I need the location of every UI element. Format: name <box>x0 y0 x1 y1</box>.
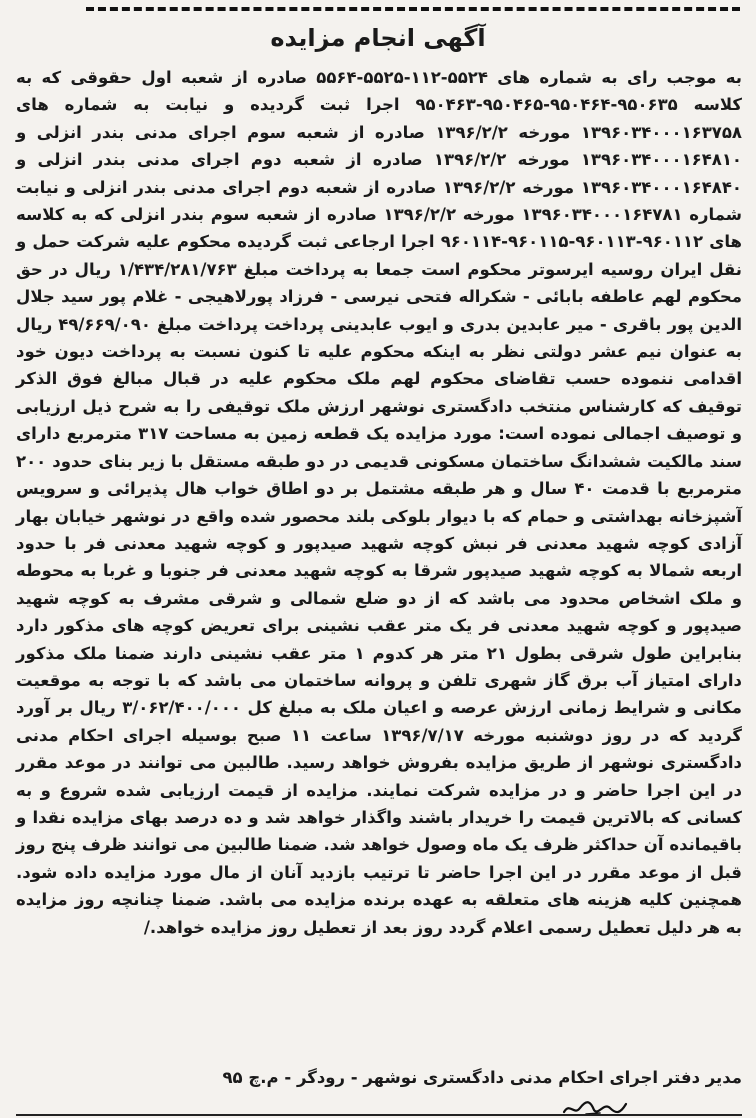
notice-footer: مدیر دفتر اجرای احکام مدنی دادگستری نوشهر - رودگر - م.چ ۹۵ <box>222 1068 742 1087</box>
notice-title: آگهی انجام مزایده <box>270 24 486 52</box>
bottom-rule <box>16 1114 742 1116</box>
top-dashed-border <box>86 7 740 11</box>
notice-body: به موجب رای به شماره های ۵۵۲۴-۱۱۲-۵۵۲۵-۵۵۶۴ صادره از شعبه اول حقوقی که به کلاسه ۹۵۰۶۳۵-۹۵۰۴۶۴-۹۵۰۴۶۵-۹۵۰۴۶۳ اجرا ثبت گردیده و نیابت به شماره های ۱۳۹۶۰۳۴۰۰۰۱۶۳۷۵۸ مورخه ۱۳۹۶/۲/۲ صادره از شعبه سوم اجرای مدنی بندر انزلی و ۱۳۹۶۰۳۴۰۰۰۱۶۴۸۱۰ مورخه ۱۳۹۶/۲/۲ صادره از شعبه دوم اجرای مدنی بندر انزلی و ۱۳۹۶۰۳۴۰۰۰۱۶۴۸۴۰ مورخه ۱۳۹۶/۲/۲ صادره از شعبه دوم اجرای مدنی بندر انزلی و نیابت شماره ۱۳۹۶۰۳۴۰۰۰۱۶۴۷۸۱ مورخه ۱۳۹۶/۲/۲ صادره از شعبه سوم بندر انزلی که به کلاسه های ۹۶۰۱۱۲-۹۶۰۱۱۳-۹۶۰۱۱۵-۹۶۰۱۱۴ اجرا ارجاعی ثبت گردیده محکوم علیه شرکت حمل و نقل ایران روسیه ایرسوتر محکوم است جمعا به پرداخت مبلغ ۱/۴۳۴/۲۸۱/۷۶۳ ریال در حق محکوم لهم عاطفه بابائی - شکراله فتحی نیرسی - فرزاد پورلاهیجی - غلام پور سید جلال الدین پور باقری - میر عابدین بدری و ایوب عابدینی پرداخت پرداخت مبلغ ۴۹/۶۶۹/۰۹۰ ریال به عنوان نیم عشر دولتی نظر به اینکه محکوم علیه تا کنون نسبت به پرداخت دیون خود اقدامی ننموده حسب تقاضای محکوم لهم ملک محکوم علیه در قبال مبالغ فوق الذکر توقیف که کارشناس منتخب دادگستری نوشهر ارزش ملک توقیفی را به شرح ذیل ارزیابی و توصیف اجمالی نموده است: مورد مزایده یک قطعه زمین به مساحت ۳۱۷ مترمربع دارای سند مالکیت ششدانگ ساختمان مسکونی قدیمی در دو طبقه مستقل با زیر بنای حدود ۲۰۰ مترمربع با قدمت ۴۰ سال و هر طبقه مشتمل بر دو اطاق خواب هال پذیرائی و سرویس آشپزخانه بهداشتی و حمام که با دیوار بلوکی بلند محصور شده واقع در نوشهر خیابان بهار آزادی کوچه شهید معدنی فر نبش کوچه شهید صیدپور و کوچه شهید معدنی فر با حدود اربعه شمالا به کوچه شهید صیدپور شرقا به کوچه شهید معدنی فر جنوبا و غربا به محوطه و ملک اشخاص محدود می باشد که از دو ضلع شمالی و شرقی مشرف به کوچه شهید صیدپور و کوچه شهید معدنی فر یک متر عقب نشینی برای تعریض کوچه های مذکور دارد بنابراین طول شرقی بطول ۲۱ متر هر کدوم ۱ متر عقب نشینی دارند ضمنا ملک مذکور دارای امتیاز آب برق گاز شهری تلفن و پروانه ساختمان می باشد که با توجه به موقعیت مکانی و شرایط زمانی ارزش عرصه و اعیان ملک به مبلغ کل ۳/۰۶۲/۴۰۰/۰۰۰ ریال بر آورد گردید که در روز دوشنبه مورخه ۱۳۹۶/۷/۱۷ ساعت ۱۱ صبح بوسیله اجرای احکام مدنی دادگستری نوشهر از طریق مزایده بفروش خواهد رسید. طالبین می توانند در موعد مقرر در این اجرا حاضر و در مزایده شرکت نمایند. مزایده از قیمت ارزیابی شده شروع و به کسانی که بالاترین قیمت را خریدار باشند واگذار خواهد شد و ده درصد بهای مزایده نقدا و باقیمانده آن حداکثر ظرف یک ماه وصول خواهد شد. ضمنا طالبین می توانند ظرف پنج روز قبل از موعد مقرر در این اجرا حاضر تا ترتیب بازدید آنان از مال مورد مزایده داده شود. همچنین کلیه هزینه های متعلقه به عهده برنده مزایده می باشد. ضمنا چنانچه روز مزایده به هر دلیل تعطیل رسمی اعلام گردد روز بعد از تعطیل روز مزایده خواهد./ <box>16 68 743 937</box>
